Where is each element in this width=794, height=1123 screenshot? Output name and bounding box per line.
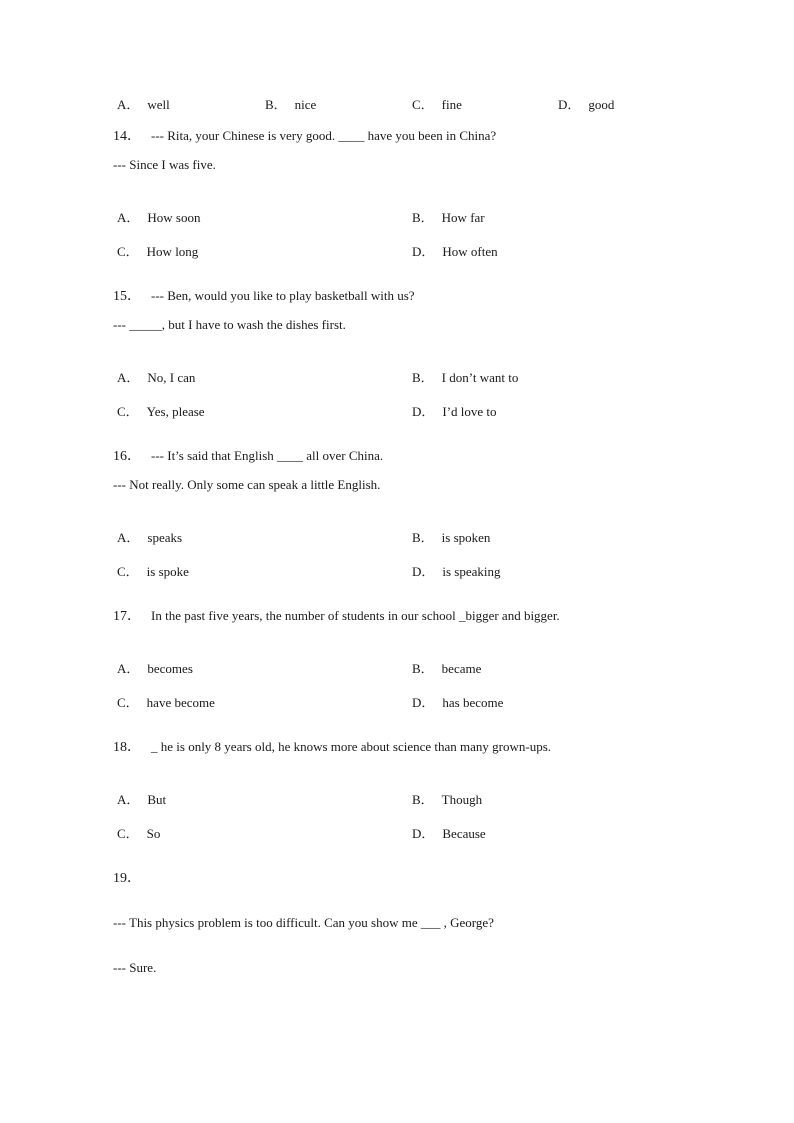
question-text: _ he is only 8 years old, he knows more about science than many grown-ups.: [151, 739, 552, 754]
option-letter: C．: [117, 695, 139, 710]
q13-option-b[interactable]: [265, 97, 316, 113]
q16-option-c[interactable]: [117, 564, 189, 580]
question-number: 14．: [113, 129, 141, 144]
option-letter: A．: [117, 370, 140, 385]
q15-option-a[interactable]: [117, 370, 195, 386]
option-letter: D．: [412, 564, 435, 579]
q14-stem: [113, 128, 496, 145]
option-letter: D．: [412, 826, 435, 841]
option-letter: D．: [412, 404, 435, 419]
option-text: fine: [441, 97, 462, 112]
q18-option-a[interactable]: [117, 792, 166, 808]
option-text: How soon: [147, 210, 201, 225]
option-letter: B．: [412, 210, 434, 225]
q14-option-c[interactable]: [117, 244, 198, 260]
option-text: good: [588, 97, 615, 112]
option-text: Though: [441, 792, 483, 807]
option-letter: B．: [412, 370, 434, 385]
q17-option-c[interactable]: [117, 695, 215, 711]
option-letter: A．: [117, 530, 140, 545]
option-letter: B．: [412, 530, 434, 545]
option-letter: D．: [558, 97, 581, 112]
q16-reply: --- Not really. Only some can speak a little English.: [113, 477, 381, 492]
question-text: In the past five years, the number of students in our school _bigger and bigger.: [151, 608, 560, 623]
option-letter: D．: [412, 244, 435, 259]
q16-option-a[interactable]: [117, 530, 182, 546]
option-text: But: [147, 792, 167, 807]
option-letter: D．: [412, 695, 435, 710]
option-text: well: [147, 97, 170, 112]
question-number: 19．: [113, 871, 141, 886]
option-text: So: [146, 826, 161, 841]
option-letter: C．: [117, 404, 139, 419]
option-text: is spoken: [441, 530, 491, 545]
option-text: How often: [442, 244, 498, 259]
option-text: No, I can: [147, 370, 196, 385]
q18-stem: [113, 739, 551, 756]
q15-option-c[interactable]: [117, 404, 205, 420]
question-text: --- Rita, your Chinese is very good. ____ have you been in China?: [151, 128, 497, 143]
q19-stem: --- This physics problem is too difficult. Can you show me ___ , George?: [113, 915, 494, 930]
question-number: 17．: [113, 609, 141, 624]
q17-stem: [113, 608, 560, 625]
option-text: How far: [441, 210, 485, 225]
question-text: --- It’s said that English ____ all over China.: [151, 448, 384, 463]
option-text: How long: [146, 244, 199, 259]
question-text: --- Ben, would you like to play basketball with us?: [151, 288, 415, 303]
q14-option-b[interactable]: [412, 210, 485, 226]
option-text: is spoke: [146, 564, 189, 579]
option-text: have become: [146, 695, 215, 710]
option-text: becomes: [147, 661, 193, 676]
option-text: Yes, please: [146, 404, 205, 419]
option-text: has become: [442, 695, 504, 710]
option-text: nice: [294, 97, 317, 112]
q19-reply: --- Sure.: [113, 960, 157, 975]
question-number: 16．: [113, 449, 141, 464]
q16-stem: [113, 448, 383, 465]
option-letter: A．: [117, 210, 140, 225]
question-number: 15．: [113, 289, 141, 304]
option-letter: C．: [117, 826, 139, 841]
option-letter: C．: [117, 244, 139, 259]
q14-option-d[interactable]: [412, 244, 498, 260]
q15-reply: --- _____, but I have to wash the dishes first.: [113, 317, 346, 332]
q18-option-d[interactable]: [412, 826, 486, 842]
q13-option-d[interactable]: [558, 97, 614, 113]
q18-option-b[interactable]: [412, 792, 482, 808]
q16-option-b[interactable]: [412, 530, 490, 546]
q18-option-c[interactable]: [117, 826, 160, 842]
option-text: is speaking: [442, 564, 501, 579]
q19-number: [113, 870, 151, 887]
option-letter: A．: [117, 792, 140, 807]
q17-option-a[interactable]: [117, 661, 193, 677]
q13-option-c[interactable]: [412, 97, 462, 113]
q15-option-b[interactable]: [412, 370, 518, 386]
option-letter: C．: [117, 564, 139, 579]
q13-option-a[interactable]: [117, 97, 170, 113]
option-letter: B．: [412, 661, 434, 676]
q16-option-d[interactable]: [412, 564, 501, 580]
option-text: Because: [442, 826, 486, 841]
q17-option-b[interactable]: [412, 661, 481, 677]
option-text: I’d love to: [442, 404, 497, 419]
option-letter: B．: [412, 792, 434, 807]
q17-option-d[interactable]: [412, 695, 503, 711]
option-text: became: [441, 661, 482, 676]
question-number: 18．: [113, 740, 141, 755]
q15-option-d[interactable]: [412, 404, 497, 420]
option-letter: B．: [265, 97, 287, 112]
option-letter: A．: [117, 661, 140, 676]
option-text: speaks: [147, 530, 183, 545]
q14-reply: --- Since I was five.: [113, 157, 216, 172]
option-text: I don’t want to: [441, 370, 519, 385]
option-letter: C．: [412, 97, 434, 112]
q14-option-a[interactable]: [117, 210, 200, 226]
q15-stem: [113, 288, 415, 305]
option-letter: A．: [117, 97, 140, 112]
